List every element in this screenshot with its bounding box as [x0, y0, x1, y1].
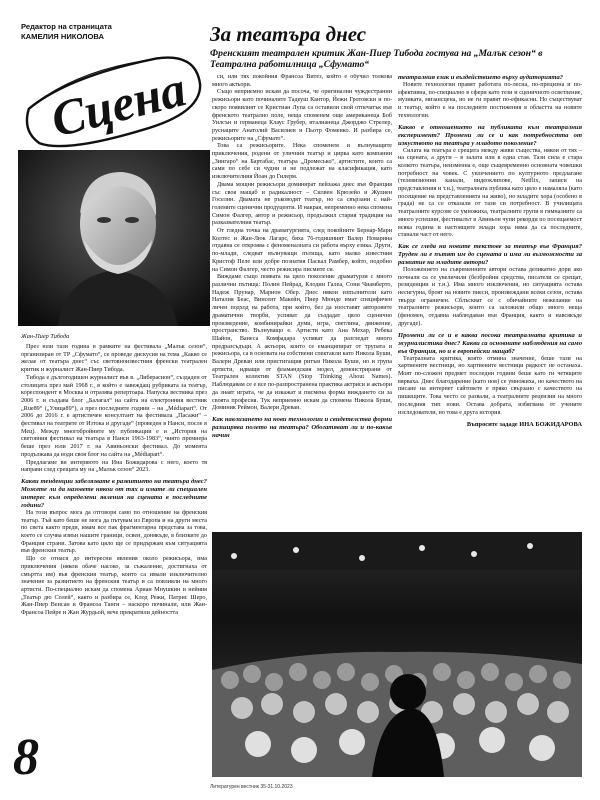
question: Какви тенденции забелязвате в развитието на театъра днес? Можете ли да назовете някои от тях и имате ли специален интерес към определени явления на сцената в последните години? — [21, 477, 207, 509]
editor-block — [21, 22, 211, 42]
column-2 — [212, 74, 392, 530]
rubric-logo — [16, 48, 212, 148]
page-number: 8 — [13, 729, 39, 786]
paragraph: Двама мощни режисьори доминират пейзажа днес във Франция със своя мащаб и радикалност – Силвен Крюзейо и Жулиен Госелин. Двамата не ръководят театър, но са свързани с най-големите сценични продуценти. И накрая, непременно нека спомена Симон Фалгер, автор и режисьор, продължил стария традиция на разказвателния театър. — [212, 181, 392, 227]
paragraph: Новите технологии правят работата по-лесна, по-прецизна и по-ефективна, по-специално в сфери като тези и сценичното осветление, музиката, мизансцена, но не ги правят по-ефикасни. Но съществуват и театър, който е на последните постижения в областта на новите технологии. — [398, 82, 582, 119]
paragraph: Тибода е дългогодишен журналист във в. „Либерасион“, създаден от столицата през май 1968 г., в който е завеждащ рубриката за театър, кореспондент в Москва и отразява репертоара. Напуска вестника през 2006 г. и създава блог „Балагал“ на сайта на електронния вестник „Rue89“ („Улица89“), а през последните години – на „Médiapart“. От 2006 до 2016 г. е артистичен консултант на фестивала „Пасажи“ – фестивал на театрите от Изтока и другаде“ (проведен в Нанси, после в Мец). Между многобройните му публикации е и „История на световния фестивал на театъра в Нанси 1963-1983“, чиято премиера беше през юли 2017 г. на Авиньонски фестивал. До момента продължава да води своя блог на сайта на „Médiapart“. — [21, 374, 207, 458]
paragraph: От гледна точка на драматургията, след покойните Бернар-Мари Колтес и Жан-Люк Лагарс, бяха 76-годишният Валер Новарина отдавна се откроява с феноменалната си работа върху езика. Други, по-млади, следват вълнуващи пътища, като малко известния Кристоф Пеле или добре познатия Паскал Рамбер, който, подобно на Симон Фалгер, често режисира писмите си. — [212, 228, 392, 273]
question: Промени ли се и в каква посока театралната критика и журналистика днес? Какви са основните наблюдения на само във Франция, но и в европейски мащаб? — [398, 331, 582, 355]
rubric-title: Сцена — [45, 60, 192, 148]
portrait-photo — [18, 150, 210, 326]
interviewer-signature: Въпросите зададе ИНА БОЖИДАРОВА — [466, 421, 582, 429]
paragraph: Що се отнася до интересни явления около режисьора, има приключения (някои обаче насоко, за съжаление, достигнаха от смъртта им) във френския театър, които са имали изключително значение за развитието на френския театър и са повлияли на много артисти. По-специално искам да спомена Ариан Мнушкин и нейния „Театър дю Солей“, както и разбира се, Клод Режи, Патрис Шеро, Жан-Пиер Венсан и Франсоа Танги – наскоро починали, или Жан-Франсоа Пейре и Жан Журдьой, вече прекратили дейността — [21, 556, 207, 617]
paragraph: си, или тях покойния Франсоа Витез, който е обучил толкова много актьори. — [212, 74, 392, 88]
column-1 — [21, 344, 207, 780]
article-title: За театъра днес — [210, 22, 367, 46]
editor-role: Редактор на страницата — [21, 22, 112, 31]
portrait-caption: Жан-Пиер Тибода — [21, 333, 70, 340]
question: театралния език и въздействието върху аудиторията? — [398, 74, 564, 81]
question: Как се гледа на новите текстове за театър във Франция? Труден ли е пътят им до сцената и има ли възможности за развитие на младите автори? — [398, 242, 582, 266]
paragraph: През юли тази година в рамките на фестивала „Малък сезон“, организиран от ТР „Сфумато“, се проведе дискусия на тема „Какво се желае от театъра днес“ със световноизвестния френски театрален критик и журналист Жан-Пиер Тибода. — [21, 344, 207, 374]
question: Какво е отношението на публиката към театралния експеримент? Промени ли се и как потребността от изкуството на театъра у младото поколение? — [398, 123, 582, 147]
column-3 — [398, 74, 582, 530]
paragraph: Виждаме също появата на цяло поколение драматурзи с много различни пътища: Полин Пейрад, Клодин Галеа, Сони Чиамберто, Надеж Прунар, Марион Обер. Днес някои изпълнители като Наталия Беас, Винсент Макейн, Пиер Мюнде имат специфичен личен подход на работа, при който, без да изоставят авторовите драматични творби, успяват да създадат цяло сценично произведение, комбинирайки думи, игра, светлина, движение, пространство. Вълнуващо е. Артисти като Ана Мехар, Ребека Шайон, Ванеса Комфадара успяват да разгледат много предразсъдъци. А актьори, които се еманципират от трупата и режисьора, са в основата на собствени спектакли като Никола Буши, Валери Древан или пристигащия ритъм Никола Буши, но и група артисти, идващи от фламандския модел, демонстрирани от Театрален колектив STAN (Stop Thinking About Names). Наблюдавам се е все по-разпространена практика актриси и актьори да знаят играта, че да изкажат и писмена форма виждането си за своята професия. Тук неприемно искам да спомена Никола Буши, Доминик Реймон, Валери Древан. — [212, 274, 392, 412]
editor-name: КАМЕЛИЯ НИКОЛОВА — [21, 32, 104, 41]
paragraph: Също неприемно искам да посоча, че оригинални чуждестранни режисьори като починалите Тадеуш Кантор, Йежи Гротовски и по-скоро появилият се Кристиан Лупа са оставили свой отпечатък във френското театрално поле, неща споменем още американеца Боб Уилсън и германеца Клаус Грубер, италианеца Джорджо Стрелер, руснаците Анатолий Василиев и Пьотр Фоменко. И разбира се, режисьорите на „Сфумато“. — [212, 89, 392, 142]
question: Как навлизането на нови технологии и свидетелства форми разширява полето на театъра? Обогатяват ли и по-какъв начин — [212, 415, 392, 439]
paragraph: Положението на съвременните автори остава деликатно дори ако почнали са се увеличили (безбройни средства, писатели се срещат, резиденции и т.н.). Има много изключения, но ситуацията остава несигурна, броят на новите пиеси, произвеждани всеки сезон, остава твърде ограничен. Сблъскват се с обичайните нежелание на театралните режисьори, които са заложили общо много неща (феномен, отдавна наблюдаван във Франция, както и навсякъде другаде). — [398, 266, 582, 327]
page-footer: Литературен вестник 35-31.10.2023 — [210, 784, 293, 790]
paragraph: Предлагаме ви интервюто на Ина Божидарова с него, което тя направи след срещата му на „Малък сезон“ 2023. — [21, 459, 207, 474]
paragraph: Силата на театъра е срещата между живи същества, някои от тях – на сцената, а други – в залата или в една стая. Тази сила е стара колкото театъра, неизменна е, още същевременно основната човешки потребност на човек. С увлечението по културното предлагане (телевизионни канали, видеоклипове, Netflix, записи на представления и т.н.), театралната публика като цяло е намаляла (като посещение на представленията на живо), но младите хора (особено в града) не са се отказали от тази си потребност. В училищата театралните курсове се умножиха, театралните групи в гимназиите са много успешни, фестивалът в Авиньон чупи рекорди по посещаемост всяка година и настоящите млади хора няма да са последните, станали част от него. — [398, 147, 582, 239]
article-subtitle: Френският театрален критик Жан-Пиер Тибода гостува на „Малък сезон“ в Театрална работилница „Сфумато“ — [210, 48, 543, 70]
paragraph: Театралната критика, която отмина значение, беше тази на хартиените вестници, но хартиените вестници рядкост не останаха. Моят по-сложен предмет последни години беше като ги четящите вярваха. Днес благодарение (като нов) се умножиха, но качеството на писане на интернет сайтовете е пряко свързано с качеството на пишещите. Това често се развали, а театралните рецензии на много последния тип нови. Остава добрата, избягвана от учените изследователи, но това е друга история. — [398, 355, 582, 416]
paragraph: На този въпрос мога да отговоря само по отношение на френския театър. Тъй като беше не мога да пътувам из Европа и на други места по света както преди, имам все пак фрагментарна представа за това, което се случва извън нашите граници, освен, донякъде, в близките до Франция страни. Затова като цяло ще се придържам към ситуацията във френския театър. — [21, 509, 207, 555]
audience-photo — [212, 532, 582, 777]
paragraph: Това са режисьорите. Нека споменем и вълнуващите приключения, родени от уличния театър и цирка като компании „Зингаро“ на Бартабас, театъра „Дромесько“, артистите, които са сами по себе си чудни и не подлежат на класификация, като изключителния Йоан до Гилерм. — [212, 143, 392, 181]
